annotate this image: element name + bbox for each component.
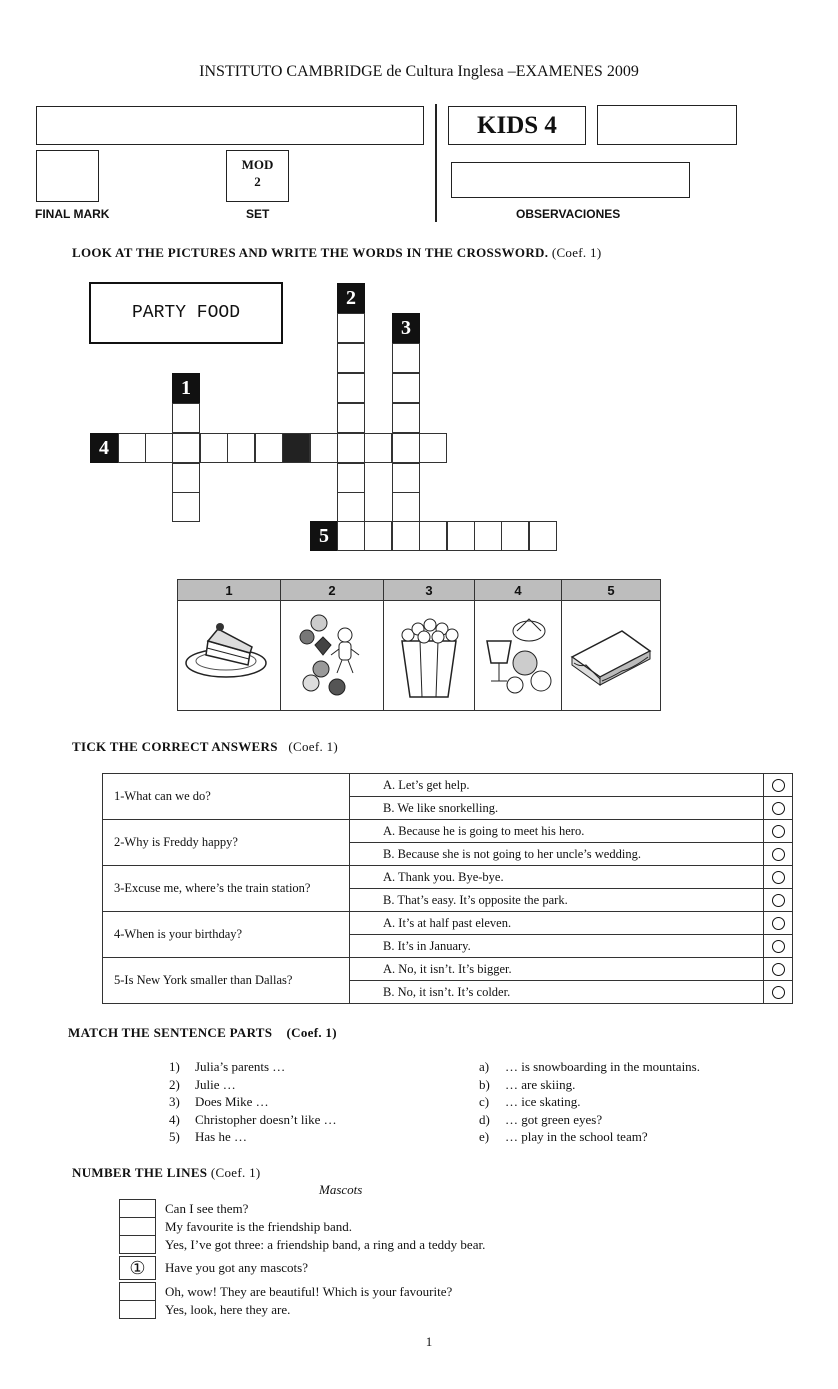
final-mark-label: FINAL MARK bbox=[35, 207, 110, 221]
match-left-item: 1) Julia’s parents … bbox=[169, 1059, 286, 1074]
answer-1a: A. Let’s get help. bbox=[350, 774, 764, 797]
tick-circle-3a[interactable] bbox=[772, 871, 785, 884]
crossword-cell-4-across[interactable] bbox=[118, 433, 146, 463]
crossword-cell-5-across[interactable] bbox=[474, 521, 502, 551]
crossword-cell-5-across[interactable] bbox=[364, 521, 392, 551]
tick-circle-5b[interactable] bbox=[772, 986, 785, 999]
answer-2b: B. Because she is not going to her uncle’s wedding. bbox=[350, 843, 764, 866]
mod-number: 2 bbox=[254, 174, 261, 189]
crossword-cell-5-across[interactable] bbox=[337, 521, 365, 551]
page-number: 1 bbox=[425, 1334, 433, 1349]
crossword-cell-1-down[interactable] bbox=[172, 492, 200, 522]
question-5: 5-Is New York smaller than Dallas? bbox=[103, 958, 350, 1004]
party-food-box: PARTY FOOD bbox=[89, 282, 283, 344]
crossword-cell-4-across[interactable] bbox=[145, 433, 173, 463]
crossword-cell-3-down[interactable] bbox=[392, 343, 420, 373]
crossword-cell-1-down[interactable] bbox=[172, 463, 200, 493]
answer-4a: A. It’s at half past eleven. bbox=[350, 912, 764, 935]
number-box-6[interactable] bbox=[119, 1300, 156, 1319]
crossword-cell-2-down[interactable] bbox=[337, 373, 365, 403]
tick-coef: (Coef. 1) bbox=[288, 739, 339, 754]
match-left-item: 5) Has he … bbox=[169, 1129, 247, 1144]
number-heading bbox=[72, 1165, 261, 1181]
crossword-cell-4-across[interactable] bbox=[364, 433, 392, 463]
number-box-5[interactable] bbox=[119, 1282, 156, 1301]
crossword-cell-2-down[interactable] bbox=[337, 403, 365, 433]
question-1: 1-What can we do? bbox=[103, 774, 350, 820]
tick-heading bbox=[72, 739, 338, 755]
crossword-cell-4-across bbox=[282, 433, 310, 463]
crossword-cell-4-across[interactable] bbox=[172, 433, 200, 463]
crossword-cell-4-across[interactable] bbox=[255, 433, 283, 463]
crossword-cell-2-down[interactable] bbox=[337, 463, 365, 493]
tick-circle-1a[interactable] bbox=[772, 779, 785, 792]
observaciones-label: OBSERVACIONES bbox=[516, 207, 621, 221]
answer-3a: A. Thank you. Bye-bye. bbox=[350, 866, 764, 889]
dialogue-line-4: Have you got any mascots? bbox=[165, 1260, 308, 1275]
number-box-2[interactable] bbox=[119, 1217, 156, 1236]
number-box-3[interactable] bbox=[119, 1235, 156, 1254]
tick-circle-3b[interactable] bbox=[772, 894, 785, 907]
mascots-subtitle: Mascots bbox=[319, 1182, 363, 1197]
mod-label: MOD bbox=[241, 157, 274, 172]
crossword-cell-4-across[interactable] bbox=[227, 433, 255, 463]
crossword-cell-5-across[interactable] bbox=[447, 521, 475, 551]
answers-table bbox=[102, 773, 793, 1004]
crossword-cell-5-across[interactable] bbox=[501, 521, 529, 551]
match-right-item: b) … are skiing. bbox=[479, 1076, 576, 1092]
match-heading-text: MATCH THE SENTENCE PARTS bbox=[68, 1025, 273, 1040]
match-left-item: 2) Julie … bbox=[169, 1076, 236, 1092]
crossword-cell-4-across[interactable] bbox=[419, 433, 447, 463]
question-2: 2-Why is Freddy happy? bbox=[103, 820, 350, 866]
match-right-item: a) … is snowboarding in the mountains. bbox=[479, 1059, 700, 1074]
crossword-coef: (Coef. 1) bbox=[551, 245, 602, 260]
answer-2a: A. Because he is going to meet his hero. bbox=[350, 820, 764, 843]
crossword-number-5: 5 bbox=[310, 521, 338, 551]
sandwich-icon bbox=[562, 601, 660, 705]
picture-cookies bbox=[281, 601, 384, 711]
crossword-cell-2-down[interactable] bbox=[337, 492, 365, 522]
answer-5a: A. No, it isn’t. It’s bigger. bbox=[350, 958, 764, 981]
crossword-cell-4-across[interactable] bbox=[337, 433, 365, 463]
header-divider bbox=[435, 104, 437, 222]
tick-circle-4b[interactable] bbox=[772, 940, 785, 953]
score-field[interactable] bbox=[597, 105, 737, 145]
match-right-item: e) … play in the school team? bbox=[479, 1129, 648, 1144]
name-field[interactable] bbox=[36, 106, 424, 145]
picture-popcorn bbox=[384, 601, 475, 711]
picture-fruit bbox=[475, 601, 562, 711]
answer-5b: B. No, it isn’t. It’s colder. bbox=[350, 981, 764, 1004]
answer-1b: B. We like snorkelling. bbox=[350, 797, 764, 820]
cookies-icon bbox=[281, 601, 383, 705]
crossword-cell-3-down[interactable] bbox=[392, 373, 420, 403]
cake-slice-icon bbox=[178, 601, 280, 705]
number-heading-text: NUMBER THE LINES bbox=[72, 1165, 208, 1180]
dialogue-line-1: Can I see them? bbox=[165, 1201, 249, 1216]
match-right-list bbox=[479, 1058, 700, 1146]
number-box-1[interactable] bbox=[119, 1199, 156, 1218]
crossword-cell-4-across[interactable] bbox=[310, 433, 338, 463]
match-right-item: c) … ice skating. bbox=[479, 1094, 581, 1109]
match-left-item: 4) Christopher doesn’t like … bbox=[169, 1111, 337, 1127]
crossword-cell-5-across[interactable] bbox=[419, 521, 447, 551]
set-label: SET bbox=[246, 207, 270, 221]
tick-circle-2b[interactable] bbox=[772, 848, 785, 861]
kids-label: KIDS 4 bbox=[448, 106, 586, 145]
crossword-cell-1-down[interactable] bbox=[172, 403, 200, 433]
picture-header-4: 4 bbox=[475, 580, 562, 601]
crossword-cell-2-down[interactable] bbox=[337, 313, 365, 343]
picture-cake bbox=[178, 601, 281, 711]
tick-heading-text: TICK THE CORRECT ANSWERS bbox=[72, 739, 278, 754]
picture-header-1: 1 bbox=[178, 580, 281, 601]
dialogue-line-5: Oh, wow! They are beautiful! Which is your favourite? bbox=[165, 1284, 453, 1299]
popcorn-icon bbox=[384, 601, 474, 705]
pictures-table bbox=[177, 579, 661, 711]
final-mark-field[interactable] bbox=[36, 150, 99, 202]
tick-circle-5a[interactable] bbox=[772, 963, 785, 976]
crossword-heading-text: LOOK AT THE PICTURES AND WRITE THE WORDS IN THE CROSSWORD. bbox=[72, 245, 549, 260]
number-coef: (Coef. 1) bbox=[210, 1165, 261, 1180]
picture-header-3: 3 bbox=[384, 580, 475, 601]
tick-circle-1b[interactable] bbox=[772, 802, 785, 815]
crossword-heading bbox=[72, 245, 601, 261]
crossword-cell-2-down[interactable] bbox=[337, 343, 365, 373]
crossword-cell-4-across[interactable] bbox=[200, 433, 228, 463]
crossword-cell-3-down[interactable] bbox=[392, 492, 420, 522]
exam-title: INSTITUTO CAMBRIDGE de Cultura Inglesa –EXAMENES 2009 bbox=[199, 63, 639, 80]
match-coef: (Coef. 1) bbox=[286, 1025, 337, 1040]
mod-box bbox=[226, 150, 289, 202]
question-4: 4-When is your birthday? bbox=[103, 912, 350, 958]
number-box-4: ① bbox=[119, 1256, 156, 1280]
answer-3b: B. That’s easy. It’s opposite the park. bbox=[350, 889, 764, 912]
crossword-cell-4-across[interactable] bbox=[392, 433, 420, 463]
dialogue-line-3: Yes, I’ve got three: a friendship band, a ring and a teddy bear. bbox=[165, 1237, 486, 1252]
tick-circle-4a[interactable] bbox=[772, 917, 785, 930]
crossword-number-1: 1 bbox=[172, 373, 200, 403]
match-heading bbox=[68, 1025, 337, 1041]
crossword-number-2: 2 bbox=[337, 283, 365, 313]
tick-circle-2a[interactable] bbox=[772, 825, 785, 838]
crossword-cell-5-across[interactable] bbox=[529, 521, 557, 551]
question-3: 3-Excuse me, where’s the train station? bbox=[103, 866, 350, 912]
picture-header-5: 5 bbox=[562, 580, 661, 601]
crossword-number-3: 3 bbox=[392, 313, 420, 343]
fruit-juice-icon bbox=[475, 601, 561, 705]
picture-sandwich bbox=[562, 601, 661, 711]
match-right-item: d) … got green eyes? bbox=[479, 1111, 603, 1127]
answer-4b: B. It’s in January. bbox=[350, 935, 764, 958]
crossword-cell-3-down[interactable] bbox=[392, 403, 420, 433]
match-left-item: 3) Does Mike … bbox=[169, 1094, 269, 1109]
observaciones-field[interactable] bbox=[451, 162, 690, 198]
crossword-cell-3-down[interactable] bbox=[392, 463, 420, 493]
crossword-cell-5-across[interactable] bbox=[392, 521, 420, 551]
dialogue-line-6: Yes, look, here they are. bbox=[165, 1302, 291, 1317]
dialogue-line-2: My favourite is the friendship band. bbox=[165, 1219, 353, 1234]
match-left-list bbox=[169, 1058, 337, 1146]
picture-header-2: 2 bbox=[281, 580, 384, 601]
crossword-number-4: 4 bbox=[90, 433, 118, 463]
